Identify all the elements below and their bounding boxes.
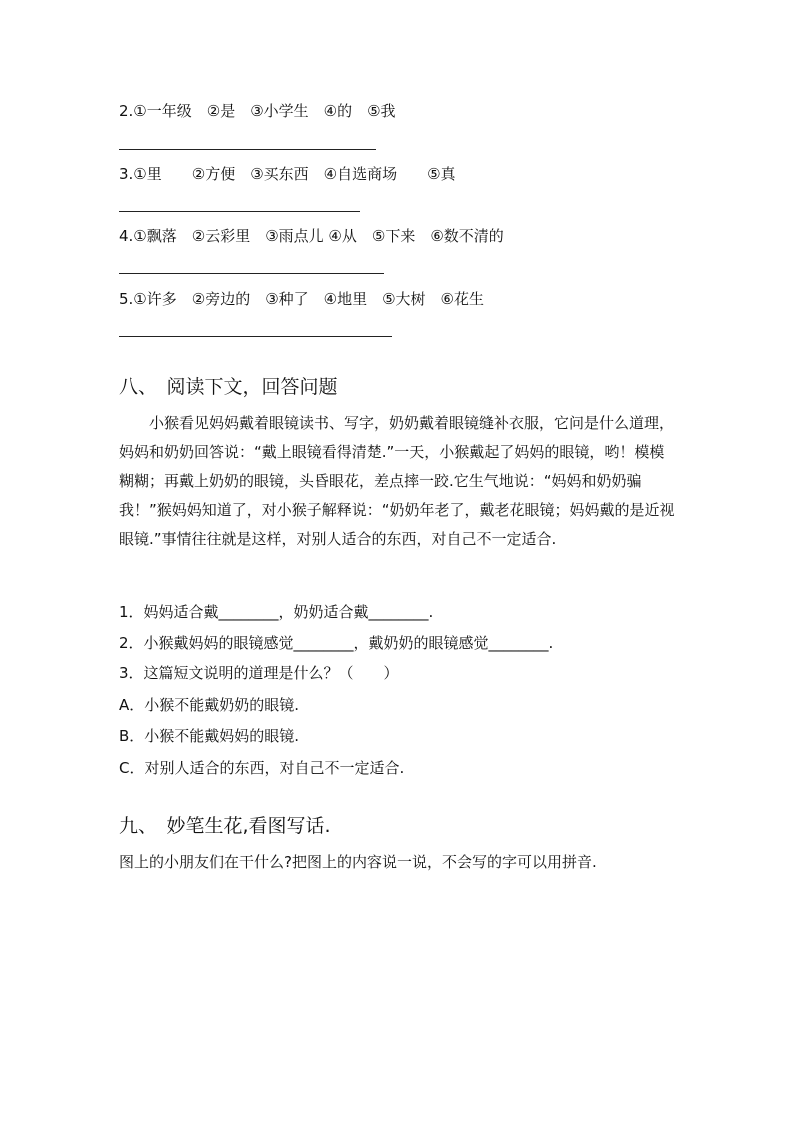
answer-line-4[interactable] (119, 273, 384, 274)
answer-line-5[interactable] (119, 336, 392, 337)
q7-item-2: 2.①一年级 ②是 ③小学生 ④的 ⑤我 (119, 102, 396, 120)
q8-question-2: 2．小猴戴妈妈的眼镜感觉________，戴奶奶的眼镜感觉________. (119, 634, 554, 652)
section-8-heading: 八、 阅读下文，回答问题 (119, 376, 338, 398)
q8-question-1: 1．妈妈适合戴________，奶奶适合戴________. (119, 603, 434, 621)
q7-item-5: 5.①许多 ②旁边的 ③种了 ④地里 ⑤大树 ⑥花生 (119, 290, 484, 308)
reading-passage: 小猴看见妈妈戴着眼镜读书、写字，奶奶戴着眼镜缝补衣服，它问是什么道理，妈妈和奶奶回答说：“戴上眼镜看得清楚.”一天，小猴戴起了妈妈的眼镜，哟！模模糊糊；再戴上奶奶的眼镜，头昏眼花，差点摔一跤.它生气地说：“妈妈和奶奶骗我！”猴妈妈知道了，对小猴子解释说：“奶奶年老了，戴老花眼镜；妈妈戴的是近视眼镜.”事情往往就是这样，对别人适合的东西，对自己不一定适合. (119, 414, 675, 548)
writing-prompt: 图上的小朋友们在干什么?把图上的内容说一说，不会写的字可以用拼音. (119, 853, 597, 871)
option-b[interactable]: B．小猴不能戴妈妈的眼镜. (119, 727, 300, 745)
q7-item-3: 3.①里 ②方便 ③买东西 ④自选商场 ⑤真 (119, 165, 456, 183)
answer-line-3[interactable] (119, 211, 360, 212)
q7-item-4: 4.①飘落 ②云彩里 ③雨点儿 ④从 ⑤下来 ⑥数不清的 (119, 227, 504, 245)
section-9-heading: 九、 妙笔生花,看图写话. (119, 815, 331, 837)
option-c[interactable]: C．对别人适合的东西，对自己不一定适合. (119, 759, 405, 777)
option-a[interactable]: A．小猴不能戴奶奶的眼镜. (119, 696, 300, 714)
answer-line-2[interactable] (119, 149, 376, 150)
q8-question-3: 3．这篇短文说明的道理是什么？（ ） (119, 664, 399, 682)
